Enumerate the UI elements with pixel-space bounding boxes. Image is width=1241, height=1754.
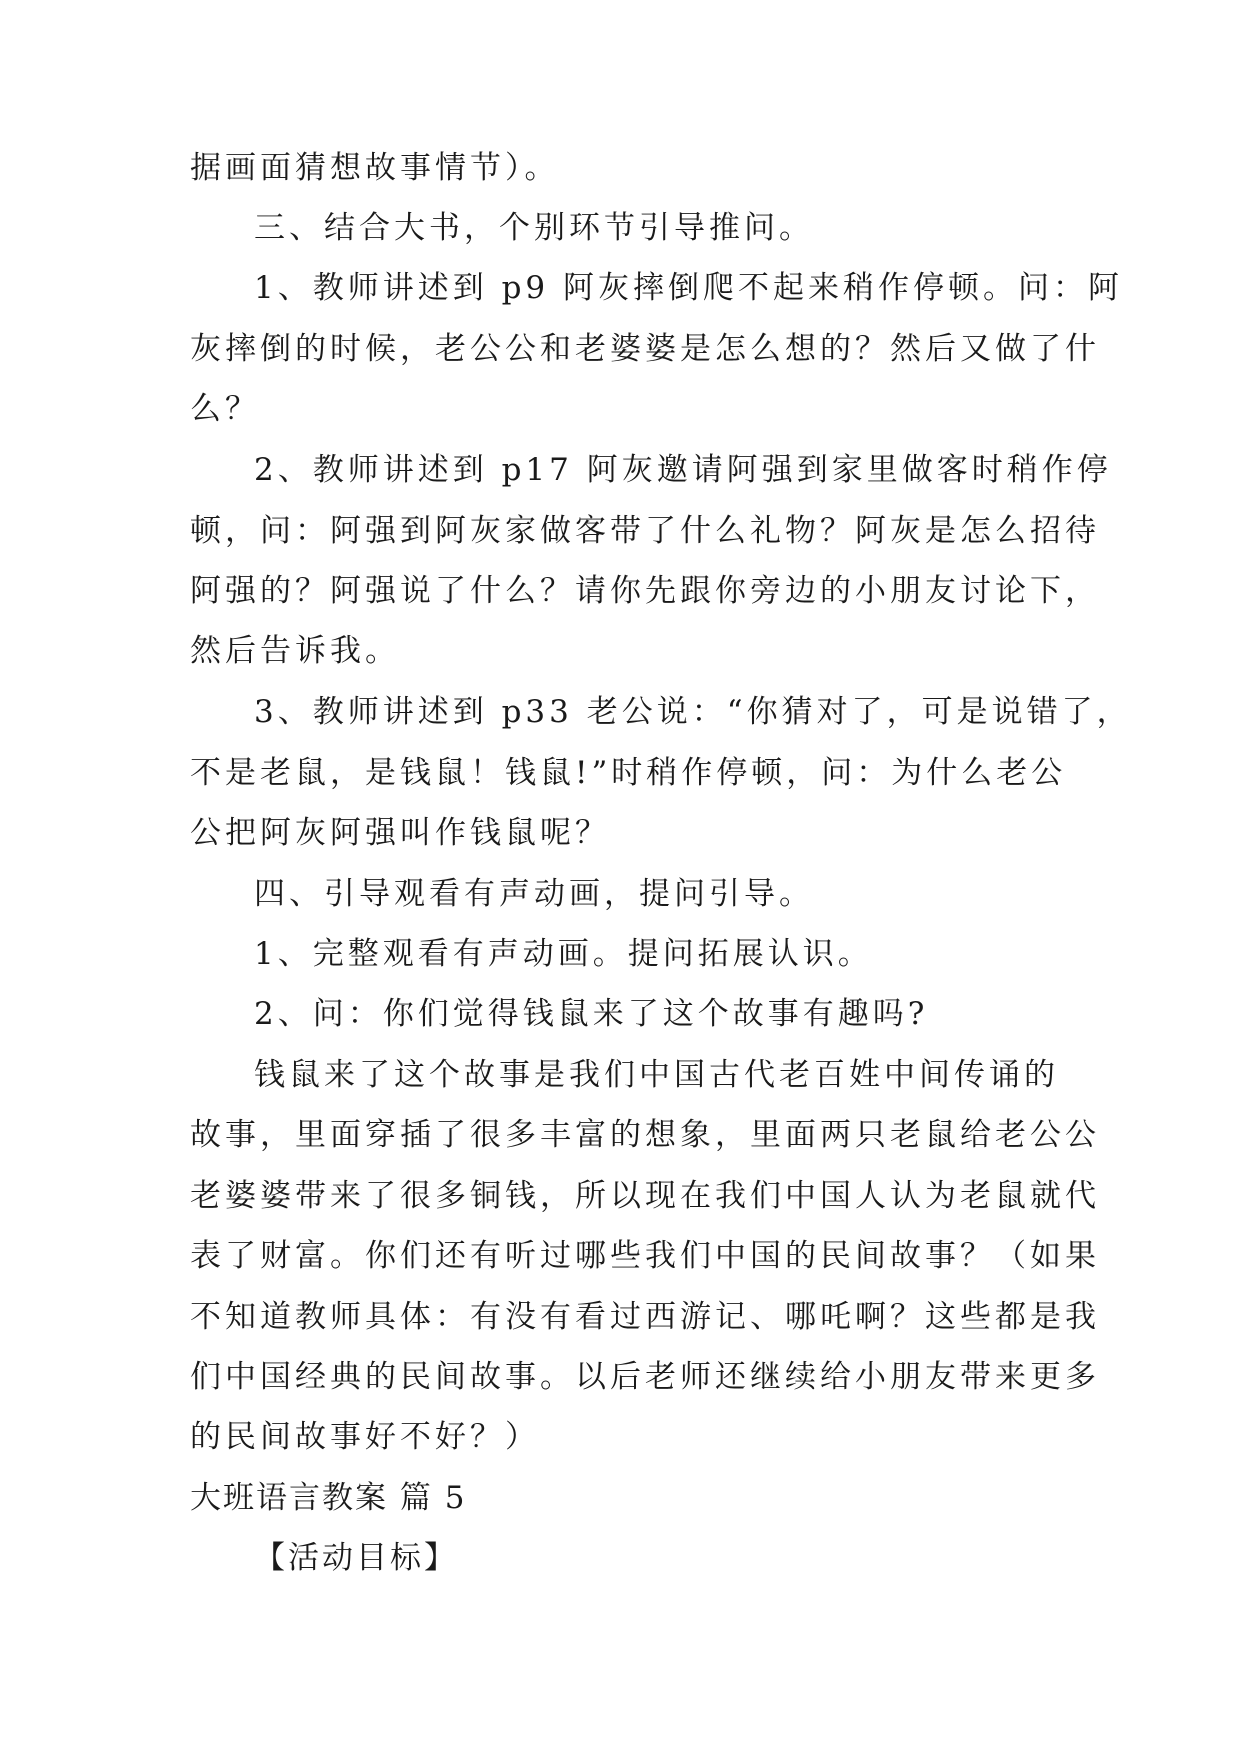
paragraph-line: 1、完整观看有声动画。提问拓展认识。 — [254, 936, 873, 972]
paragraph-line: 公把阿灰阿强叫作钱鼠呢？ — [190, 815, 610, 851]
paragraph-line: 老婆婆带来了很多铜钱，所以现在我们中国人认为老鼠就代 — [190, 1178, 1100, 1214]
paragraph-line: 阿强的？阿强说了什么？请你先跟你旁边的小朋友讨论下， — [190, 573, 1100, 609]
paragraph-line: 钱鼠来了这个故事是我们中国古代老百姓中间传诵的 — [254, 1057, 1059, 1093]
paragraph-line: 2、问：你们觉得钱鼠来了这个故事有趣吗? — [254, 996, 929, 1032]
paragraph-line: 1、教师讲述到 p9 阿灰摔倒爬不起来稍作停顿。问：阿 — [254, 270, 1123, 306]
section-heading: 四、引导观看有声动画，提问引导。 — [254, 876, 814, 912]
paragraph-line: 不是老鼠，是钱鼠！钱鼠!”时稍作停顿，问：为什么老公 — [190, 755, 1067, 791]
subsection-heading: 【活动目标】 — [254, 1540, 458, 1576]
paragraph-line: 顿，问：阿强到阿灰家做客带了什么礼物？阿灰是怎么招待 — [190, 513, 1100, 549]
paragraph-line: 们中国经典的民间故事。以后老师还继续给小朋友带来更多 — [190, 1359, 1100, 1395]
paragraph-line: 然后告诉我。 — [190, 633, 400, 669]
paragraph-line: 不知道教师具体：有没有看过西游记、哪吒啊？这些都是我 — [190, 1299, 1100, 1335]
paragraph-line: 据画面猜想故事情节）。 — [190, 150, 560, 186]
section-heading: 三、结合大书，个别环节引导推问。 — [254, 210, 814, 246]
paragraph-line: 故事，里面穿插了很多丰富的想象，里面两只老鼠给老公公 — [190, 1117, 1100, 1153]
paragraph-line: 表了财富。你们还有听过哪些我们中国的民间故事？（如果 — [190, 1238, 1100, 1274]
paragraph-line: 2、教师讲述到 p17 阿灰邀请阿强到家里做客时稍作停 — [254, 452, 1112, 488]
paragraph-line: 么？ — [190, 391, 260, 427]
article-heading: 大班语言教案 篇 5 — [190, 1480, 467, 1516]
paragraph-line: 3、教师讲述到 p33 老公说：“你猜对了，可是说错了， — [254, 694, 1132, 730]
paragraph-line: 灰摔倒的时候，老公公和老婆婆是怎么想的？然后又做了什 — [190, 331, 1100, 367]
paragraph-line: 的民间故事好不好？） — [190, 1419, 540, 1455]
